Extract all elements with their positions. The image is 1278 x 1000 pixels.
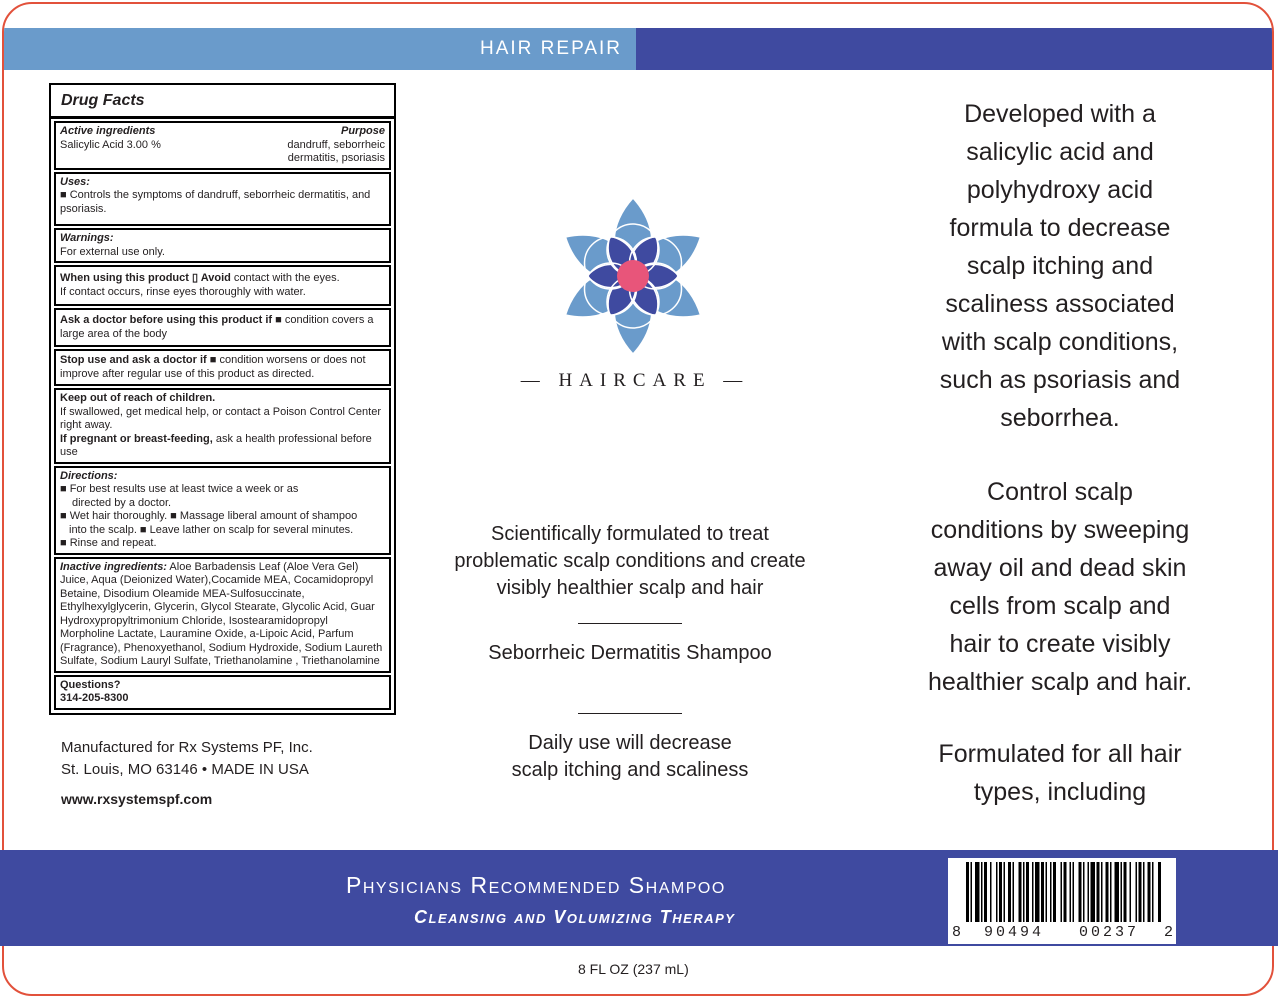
daily-line2: scalp itching and scaliness [511,759,749,781]
purpose-line2: dermatitis, psoriasis [287,152,385,164]
lotus-logo-icon [553,196,713,356]
product-subtitle: Cleansing and Volumizing Therapy [414,907,736,927]
right-para-3 [900,735,1220,811]
keep-out-bold: Keep out of reach of children. [60,392,216,404]
haircare-brand: — HAIRCARE — [520,370,750,391]
ask-doctor-section [54,308,391,347]
barcode [948,858,1176,944]
active-value: Salicylic Acid 3.00 % [60,138,161,151]
drug-facts-title: Drug Facts [51,85,394,119]
tagline-line3: visibly healthier scalp and hair [496,577,764,599]
right-text-line: Developed with a [964,100,1156,128]
product-title: Physicians Recommended Shampoo [346,872,726,898]
barcode-bars-icon [948,858,1176,944]
daily-line1: Daily use will decrease [528,732,732,754]
right-text-line: hair to create visibly [949,630,1171,658]
tagline-line1: Scientifically formulated to treat [491,523,769,545]
questions-heading: Questions? [60,678,121,691]
keep-out-section [54,388,391,464]
directions-2b: into the scalp. ■ Leave lather on scalp for several minutes. [69,523,354,536]
when-using-text2: If contact occurs, rinse eyes thoroughly with water. [60,285,306,298]
directions-1b: directed by a doctor. [72,496,172,509]
top-bar-dark [636,28,1272,70]
stop-use-bold: Stop use and ask a doctor if [60,354,207,366]
ask-doctor-text: ■ condition covers a large area of the body [60,314,374,340]
right-text-line: away oil and dead skin [933,554,1187,582]
divider-2 [578,713,682,714]
manufacturer-line2: St. Louis, MO 63146 • MADE IN USA [61,761,309,778]
net-contents: 8 FL OZ (237 mL) [578,961,689,977]
uses-text: ■ Controls the symptoms of dandruff, seborrheic dermatitis, and psoriasis. [60,189,371,215]
directions-heading: Directions: [60,469,118,482]
uses-section [54,172,391,227]
when-using-section [54,265,391,306]
pregnant-bold: If pregnant or breast-feeding, [60,432,213,445]
pregnant-text: ask a health professional before use [60,432,372,458]
inactive-section [54,557,391,673]
product-type: Seborrheic Dermatitis Shampoo [488,642,772,664]
questions-phone: 314-205-8300 [60,692,129,704]
right-text-line: scalp itching and [966,252,1154,280]
warnings-heading: Warnings: [60,232,114,244]
barcode-digits-3: 00237 [1079,924,1140,941]
right-para-1 [900,95,1220,437]
keep-out-text: If swallowed, get medical help, or contact a Poison Control Center right away. [60,405,381,431]
stop-use-section [54,349,391,386]
right-text-line: salicylic acid and [966,138,1154,166]
right-text-line: conditions by sweeping [930,516,1190,544]
right-text-line: Control scalp [987,478,1133,506]
right-text-line: Formulated for all hair [938,740,1182,768]
warnings-section [54,228,391,263]
directions-3: ■ Rinse and repeat. [60,537,157,549]
right-text-line: healthier scalp and hair. [927,668,1193,696]
warnings-text: For external use only. [60,245,165,258]
inactive-text: Aloe Barbadensis Leaf (Aloe Vera Gel) Juice, Aqua (Deionized Water),Cocamide MEA, Cocamidopropyl Betaine, Disodium Oleamide MEA-Sulfosuccinate, Ethylhexylglycerin, Glycerin, Glycol Stearate, Glycolic Acid, Guar Hydroxypropyltrimonium Chloride, Isostearamidopropyl Morpholine Lactate, Lauramine Oxide, a-Lipoic Acid, Parfum (Fragrance), Phenoxyethanol, Sodium Hydroxide, Sodium Laureth Sulfate, Sodium Lauryl Sulfate, Triethanolamine , Triethanolamine [60,560,383,667]
right-text-line: with scalp conditions, [941,328,1179,356]
directions-section [54,466,391,555]
active-heading: Active ingredients [60,125,156,137]
website-link[interactable]: www.rxsystemspf.com [61,791,213,807]
right-text-line: polyhydroxy acid [966,176,1154,204]
ask-doctor-bold: Ask a doctor before using this product if [60,314,273,326]
when-using-text: contact with the eyes. [230,272,340,284]
right-text-line: such as psoriasis and [939,366,1181,394]
stop-use-text: ■ condition worsens or does not improve after regular use of this product as directed. [60,354,366,380]
barcode-digit-4: 2 [1164,924,1174,941]
hair-repair-label: HAIR REPAIR [480,38,623,59]
right-text-line: seborrhea. [1000,404,1120,432]
active-ingredients-section [54,121,391,170]
tagline-line2: problematic scalp conditions and create [454,550,806,572]
manufacturer-line1: Manufactured for Rx Systems PF, Inc. [61,739,313,756]
purpose-heading: Purpose [340,125,385,137]
divider-1 [578,623,682,624]
right-text-line: cells from scalp and [949,592,1171,620]
inactive-heading: Inactive ingredients: [60,560,167,573]
right-text-line: types, including [973,778,1147,806]
when-using-bold: When using this product ▯ Avoid [60,272,231,284]
uses-heading: Uses: [60,175,90,188]
questions-section [54,675,391,710]
drug-facts-panel [49,83,396,715]
barcode-digit-1: 8 [952,924,962,941]
right-text-line: formula to decrease [949,214,1171,242]
directions-2: ■ Wet hair thoroughly. ■ Massage liberal amount of shampoo [60,510,358,522]
daily-use-text [420,730,840,784]
directions-1: ■ For best results use at least twice a week or as [60,483,299,495]
right-para-2 [900,473,1220,701]
purpose-line1: dandruff, seborrheic [287,138,385,151]
manufacturer-info [61,737,313,781]
tagline [420,521,840,602]
barcode-digits-2: 90494 [984,924,1045,941]
right-text-line: scaliness associated [945,290,1175,318]
